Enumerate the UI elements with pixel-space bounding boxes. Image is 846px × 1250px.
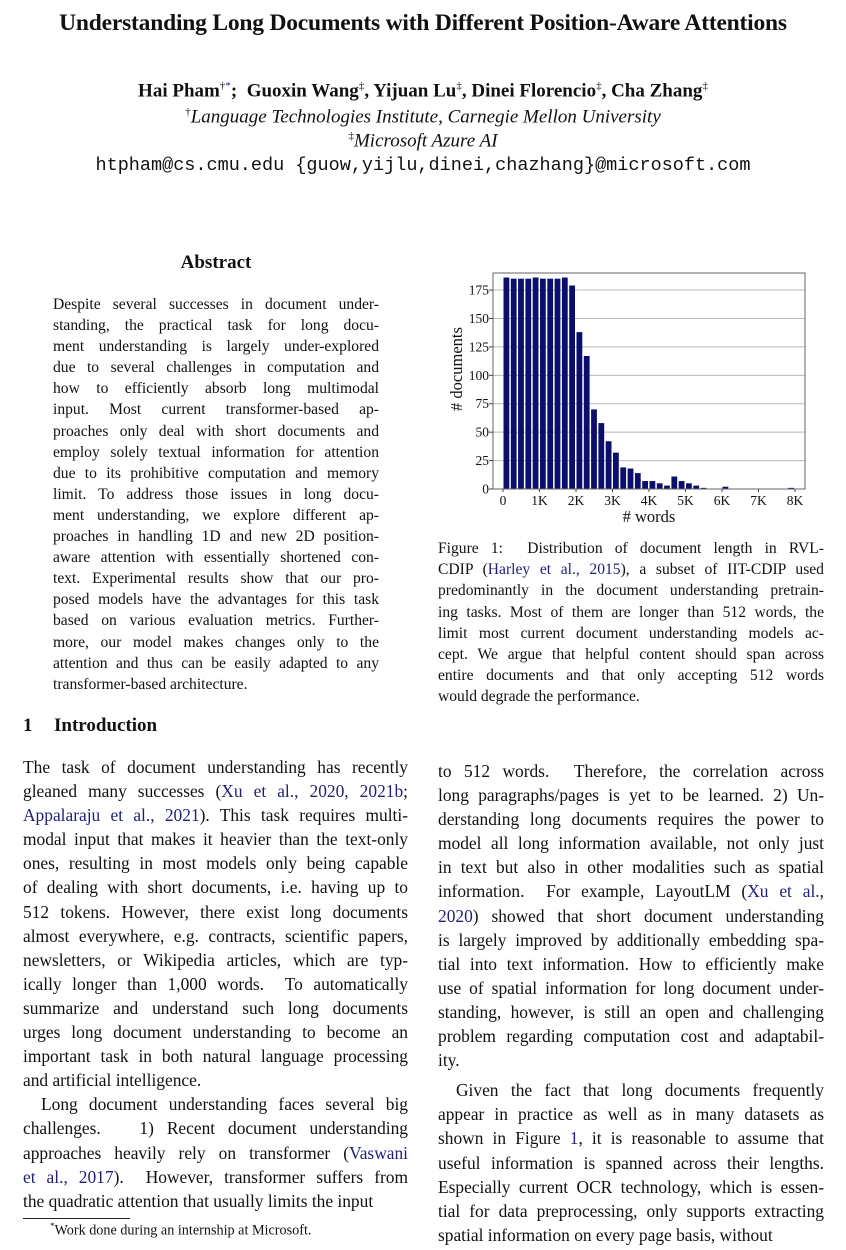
histogram-bar (555, 279, 561, 489)
intro-line (438, 1199, 824, 1223)
abstract-line: ment understanding is largely under-explored (53, 338, 379, 356)
histogram-svg (440, 265, 820, 530)
histogram-bar (562, 278, 568, 489)
abstract-line: text. Experimental results show that our pro- (53, 570, 379, 588)
caption-line (438, 623, 824, 644)
text-segment: , it is reasonable to assume that (578, 1128, 824, 1149)
text-segment: Long document understanding faces several big (41, 1094, 408, 1115)
abstract-body (53, 294, 379, 695)
intro-line (438, 928, 824, 952)
intro-line (438, 1175, 824, 1199)
intro-line (23, 875, 408, 899)
histogram-bar (693, 486, 699, 489)
text-segment: shown in Figure (438, 1128, 570, 1149)
author-name: Guoxin Wang (246, 80, 359, 102)
caption-line (438, 686, 824, 707)
text-segment: entire documents and that only accepting 512 words (438, 667, 824, 685)
intro-line (23, 1165, 408, 1189)
histogram-bar (679, 481, 685, 489)
author-affiliation-mark: ‡ (596, 80, 602, 92)
histogram-bar (525, 279, 531, 489)
histogram-bar (657, 483, 663, 489)
text-segment: almost everywhere, e.g. contracts, scientific papers, (23, 925, 408, 946)
intro-left-column (23, 755, 408, 1213)
footnote-rule (23, 1218, 130, 1219)
figure-1-caption (438, 538, 824, 708)
y-tick-label: 50 (475, 424, 489, 440)
author-separator: , (601, 80, 612, 102)
text-segment: ones, resulting in most models only being capable (23, 853, 408, 874)
author-name: Yijuan Lu (373, 80, 457, 102)
histogram-bar (511, 279, 517, 489)
histogram-bar (642, 481, 648, 489)
histogram-bar (533, 278, 539, 489)
footnote (50, 1221, 311, 1240)
y-tick-label: 175 (468, 282, 489, 298)
text-segment: derstanding long documents requires the power to (438, 809, 824, 830)
text-segment: Figure 1: Distribution of document length in RVL- (438, 540, 824, 557)
intro-line (438, 879, 824, 903)
x-tick-label: 2K (567, 493, 585, 508)
affiliation-cmu (0, 106, 846, 128)
text-segment: ing tasks. Most of them are longer than 512 words, the (438, 603, 824, 621)
histogram-bar (591, 409, 597, 489)
citation-link[interactable]: 2020 (438, 905, 473, 926)
text-segment: model all long information available, not only just (438, 833, 824, 854)
intro-line (438, 1078, 824, 1102)
histogram-bar (598, 423, 604, 489)
histogram-bar (635, 473, 641, 489)
text-segment: to 512 words. Therefore, the correlation across (438, 761, 824, 781)
intro-line (438, 952, 824, 976)
citation-link[interactable]: Harley et al., 2015 (487, 561, 621, 579)
author-separator: , (364, 80, 374, 102)
abstract-line: posed models have the advantages for this task (53, 591, 379, 609)
abstract-line: standing, the practical task for long docu- (53, 317, 379, 335)
text-segment: important task in both natural language processing (23, 1046, 408, 1067)
affiliation-microsoft (0, 130, 846, 152)
paper-title: Understanding Long Documents with Different Position-Aware Attentions (59, 10, 787, 36)
author-affiliation-mark: ‡ (702, 80, 708, 92)
abstract-line: proaches only deal with short documents and (53, 422, 379, 440)
citation-link[interactable]: Appalaraju et al., 2021 (23, 805, 200, 826)
histogram-bar (628, 469, 634, 489)
intro-line (23, 924, 408, 948)
x-tick-label: 0 (499, 493, 507, 508)
intro-line (438, 807, 824, 831)
text-segment: would degrade the performance. (438, 688, 640, 706)
text-segment: urges long document understanding to become an (23, 1022, 408, 1043)
plot-frame (493, 273, 805, 489)
abstract-line: limit. To address those issues in long docu- (53, 485, 379, 503)
text-segment: cept. We argue that helpful content should span across (438, 646, 824, 664)
y-tick-label: 75 (475, 396, 489, 412)
y-tick-label: 25 (475, 453, 489, 469)
section-title: Introduction (54, 715, 158, 736)
text-segment: appear in practice as well as in many datasets as (438, 1104, 824, 1125)
intro-line (438, 1223, 824, 1247)
caption-line (438, 538, 824, 559)
text-segment: and artificial intelligence. (23, 1070, 202, 1091)
abstract-line: how to efficiently absorb long multimodal (53, 380, 379, 398)
text-segment: Especially current OCR technology, which is essen- (438, 1176, 824, 1197)
footnote-mark: * (50, 1221, 55, 1231)
text-segment: , (819, 881, 824, 902)
histogram-bar (569, 286, 575, 489)
text-segment: standing, however, is still an open and challenging (438, 1001, 824, 1022)
text-segment: ically longer than 1,000 words. To automatically (23, 973, 408, 994)
caption-line (438, 602, 824, 623)
histogram-bar (620, 467, 626, 489)
x-tick-label: 3K (604, 493, 621, 508)
affiliation-text: Language Technologies Institute, Carnegie Mellon University (190, 106, 661, 128)
text-segment: tial into text information. How to efficiently make (438, 953, 824, 974)
histogram-bar (547, 279, 553, 489)
histogram-bar (686, 483, 692, 489)
text-segment: predominantly in the document understanding pretrain- (438, 582, 824, 600)
author-name: Dinei Florencio (471, 80, 597, 102)
intro-line (23, 755, 408, 779)
caption-line (438, 559, 824, 580)
intro-line (438, 759, 824, 783)
abstract-line: input. Most current transformer-based ap- (53, 401, 379, 419)
abstract-line: employ solely textual information for attention (53, 443, 379, 461)
intro-line (23, 827, 408, 851)
author-affiliation-mark: † (219, 80, 226, 92)
text-segment: in text but also in other modalities such as spatial (438, 857, 824, 878)
text-segment: spatial information on every page basis, without (438, 1224, 773, 1245)
intro-line (438, 1000, 824, 1024)
intro-line (438, 1102, 824, 1126)
intro-line (438, 1126, 824, 1150)
abstract-heading: Abstract (180, 252, 252, 273)
citation-link[interactable]: Vaswani (349, 1142, 408, 1163)
x-tick-label: 4K (640, 493, 658, 508)
y-axis-label: # documents (447, 327, 466, 411)
histogram-bar (606, 441, 612, 489)
text-segment: ), a subset of IIT-CDIP used (620, 561, 824, 579)
text-segment: useful information is spanned across their lengths. (438, 1152, 824, 1173)
abstract-line: based on various evaluation metrics. Further- (53, 612, 379, 630)
intro-right-column (438, 759, 824, 1247)
intro-line (438, 855, 824, 879)
x-tick-label: 8K (786, 493, 804, 508)
text-segment: CDIP ( (438, 561, 488, 579)
text-segment: of dealing with short documents, i.e. having up to (23, 877, 408, 898)
affiliation-mark: ‡ (348, 130, 354, 142)
y-tick-label: 125 (468, 339, 489, 355)
histogram-bar (540, 279, 546, 489)
y-tick-label: 0 (482, 481, 489, 497)
intro-line (438, 1024, 824, 1048)
abstract-line: aware attention with essentially shortened con- (53, 549, 379, 567)
author-emails: htpham@cs.cmu.edu {guow,yijlu,dinei,chazhang}@microsoft.com (95, 155, 751, 176)
histogram-bar (671, 476, 677, 489)
intro-line (23, 779, 408, 803)
y-tick-label: 100 (468, 367, 489, 383)
intro-line (438, 831, 824, 855)
intro-line (438, 1151, 824, 1175)
author-footnote-mark: * (225, 80, 231, 92)
intro-line (23, 1189, 408, 1213)
abstract-line: ment understanding, we explore different ap- (53, 506, 379, 524)
text-segment: challenges. 1) Recent document understanding (23, 1118, 408, 1139)
histogram-bar (584, 356, 590, 489)
intro-line (438, 1048, 824, 1072)
abstract-line: due to its prohibitive computation and memory (53, 464, 379, 482)
histogram-bar (664, 486, 670, 489)
y-tick-label: 150 (468, 310, 489, 326)
x-tick-label: 1K (531, 493, 548, 508)
citation-link[interactable]: 1 (569, 1128, 579, 1149)
x-tick-label: 5K (677, 493, 694, 508)
x-tick-label: 7K (750, 493, 767, 508)
text-segment: gleaned many successes ( (23, 781, 222, 802)
intro-line (23, 972, 408, 996)
intro-line (438, 976, 824, 1000)
text-segment: information. For example, LayoutLM ( (438, 881, 748, 902)
text-segment: long paragraphs/pages is yet to be learned. 2) Un- (438, 785, 824, 806)
text-segment: is largely improved by additionally embedding spa- (438, 929, 824, 950)
section-number: 1 (23, 715, 33, 736)
text-segment: summarize and understand such long documents (23, 997, 408, 1018)
text-segment: Given the fact that long documents frequently (456, 1080, 824, 1101)
citation-link[interactable]: Xu et al., 2020, 2021b (221, 781, 404, 802)
abstract-line: due to several challenges in computation and (53, 359, 379, 377)
intro-line (23, 996, 408, 1020)
text-segment: The task of document understanding has recently (23, 757, 408, 777)
author-affiliation-mark: ‡ (358, 80, 365, 92)
histogram-bar (577, 332, 583, 489)
abstract-line: transformer-based architecture. (53, 675, 248, 693)
intro-line (438, 904, 824, 928)
citation-link[interactable]: Xu et al. (747, 881, 820, 902)
author-separator: ; (230, 80, 247, 102)
author-separator: , (461, 80, 472, 102)
author-list (0, 80, 846, 102)
text-segment: newsletters, or Wikipedia articles, which are typ- (23, 949, 408, 970)
intro-line (23, 1116, 408, 1140)
intro-line (23, 948, 408, 972)
histogram-bar (504, 278, 510, 489)
intro-line (23, 1044, 408, 1068)
intro-line (23, 1020, 408, 1044)
text-segment: the quadratic attention that usually limits the input (23, 1190, 374, 1211)
abstract-line: Despite several successes in document under- (53, 296, 379, 313)
abstract-line: proaches in handling 1D and new 2D position- (53, 528, 379, 546)
text-segment: ) showed that short document understanding (472, 905, 824, 926)
intro-line (23, 851, 408, 875)
citation-link[interactable]: et al., 2017 (23, 1166, 114, 1187)
text-segment: 512 tokens. However, there exist long documents (23, 901, 408, 922)
intro-line (23, 803, 408, 827)
intro-line (438, 783, 824, 807)
author-name: Cha Zhang (611, 80, 703, 102)
author-name: Hai Pham (138, 80, 220, 102)
author-affiliation-mark: ‡ (456, 80, 462, 92)
text-segment: use of spatial information for long document under- (438, 977, 824, 998)
intro-line (23, 900, 408, 924)
text-segment: approaches heavily rely on transformer ( (23, 1142, 350, 1163)
text-segment: ). This task requires multi- (199, 805, 408, 826)
x-tick-label: 6K (713, 493, 731, 508)
intro-line (23, 1141, 408, 1165)
affiliation-mark: † (185, 106, 191, 118)
footnote-text: Work done during an internship at Microsoft. (54, 1222, 312, 1239)
text-segment: problem regarding computation cost and adaptabil- (438, 1026, 824, 1047)
figure-1-chart (440, 265, 820, 530)
histogram-bar (650, 481, 656, 489)
histogram-bar (613, 453, 619, 489)
intro-line (23, 1068, 408, 1092)
caption-line (438, 665, 824, 686)
text-segment: ity. (438, 1050, 460, 1071)
text-segment: tial for data preprocessing, only supports extracting (438, 1200, 824, 1221)
caption-line (438, 580, 824, 601)
intro-line (23, 1092, 408, 1116)
affiliation-text: Microsoft Azure AI (353, 130, 498, 152)
histogram-bar (518, 279, 524, 489)
x-axis-label: # words (622, 507, 676, 526)
text-segment: ; (403, 781, 408, 802)
caption-line (438, 644, 824, 665)
text-segment: modal input that makes it heavier than the text-only (23, 829, 408, 850)
section-heading-introduction (23, 715, 157, 737)
abstract-line: attention and thus can be easily adapted to any (53, 654, 379, 672)
text-segment: limit most current document understanding models ac- (438, 624, 824, 642)
abstract-line: more, our model makes changes only to the (53, 633, 379, 651)
text-segment: ). However, transformer suffers from (113, 1166, 409, 1187)
